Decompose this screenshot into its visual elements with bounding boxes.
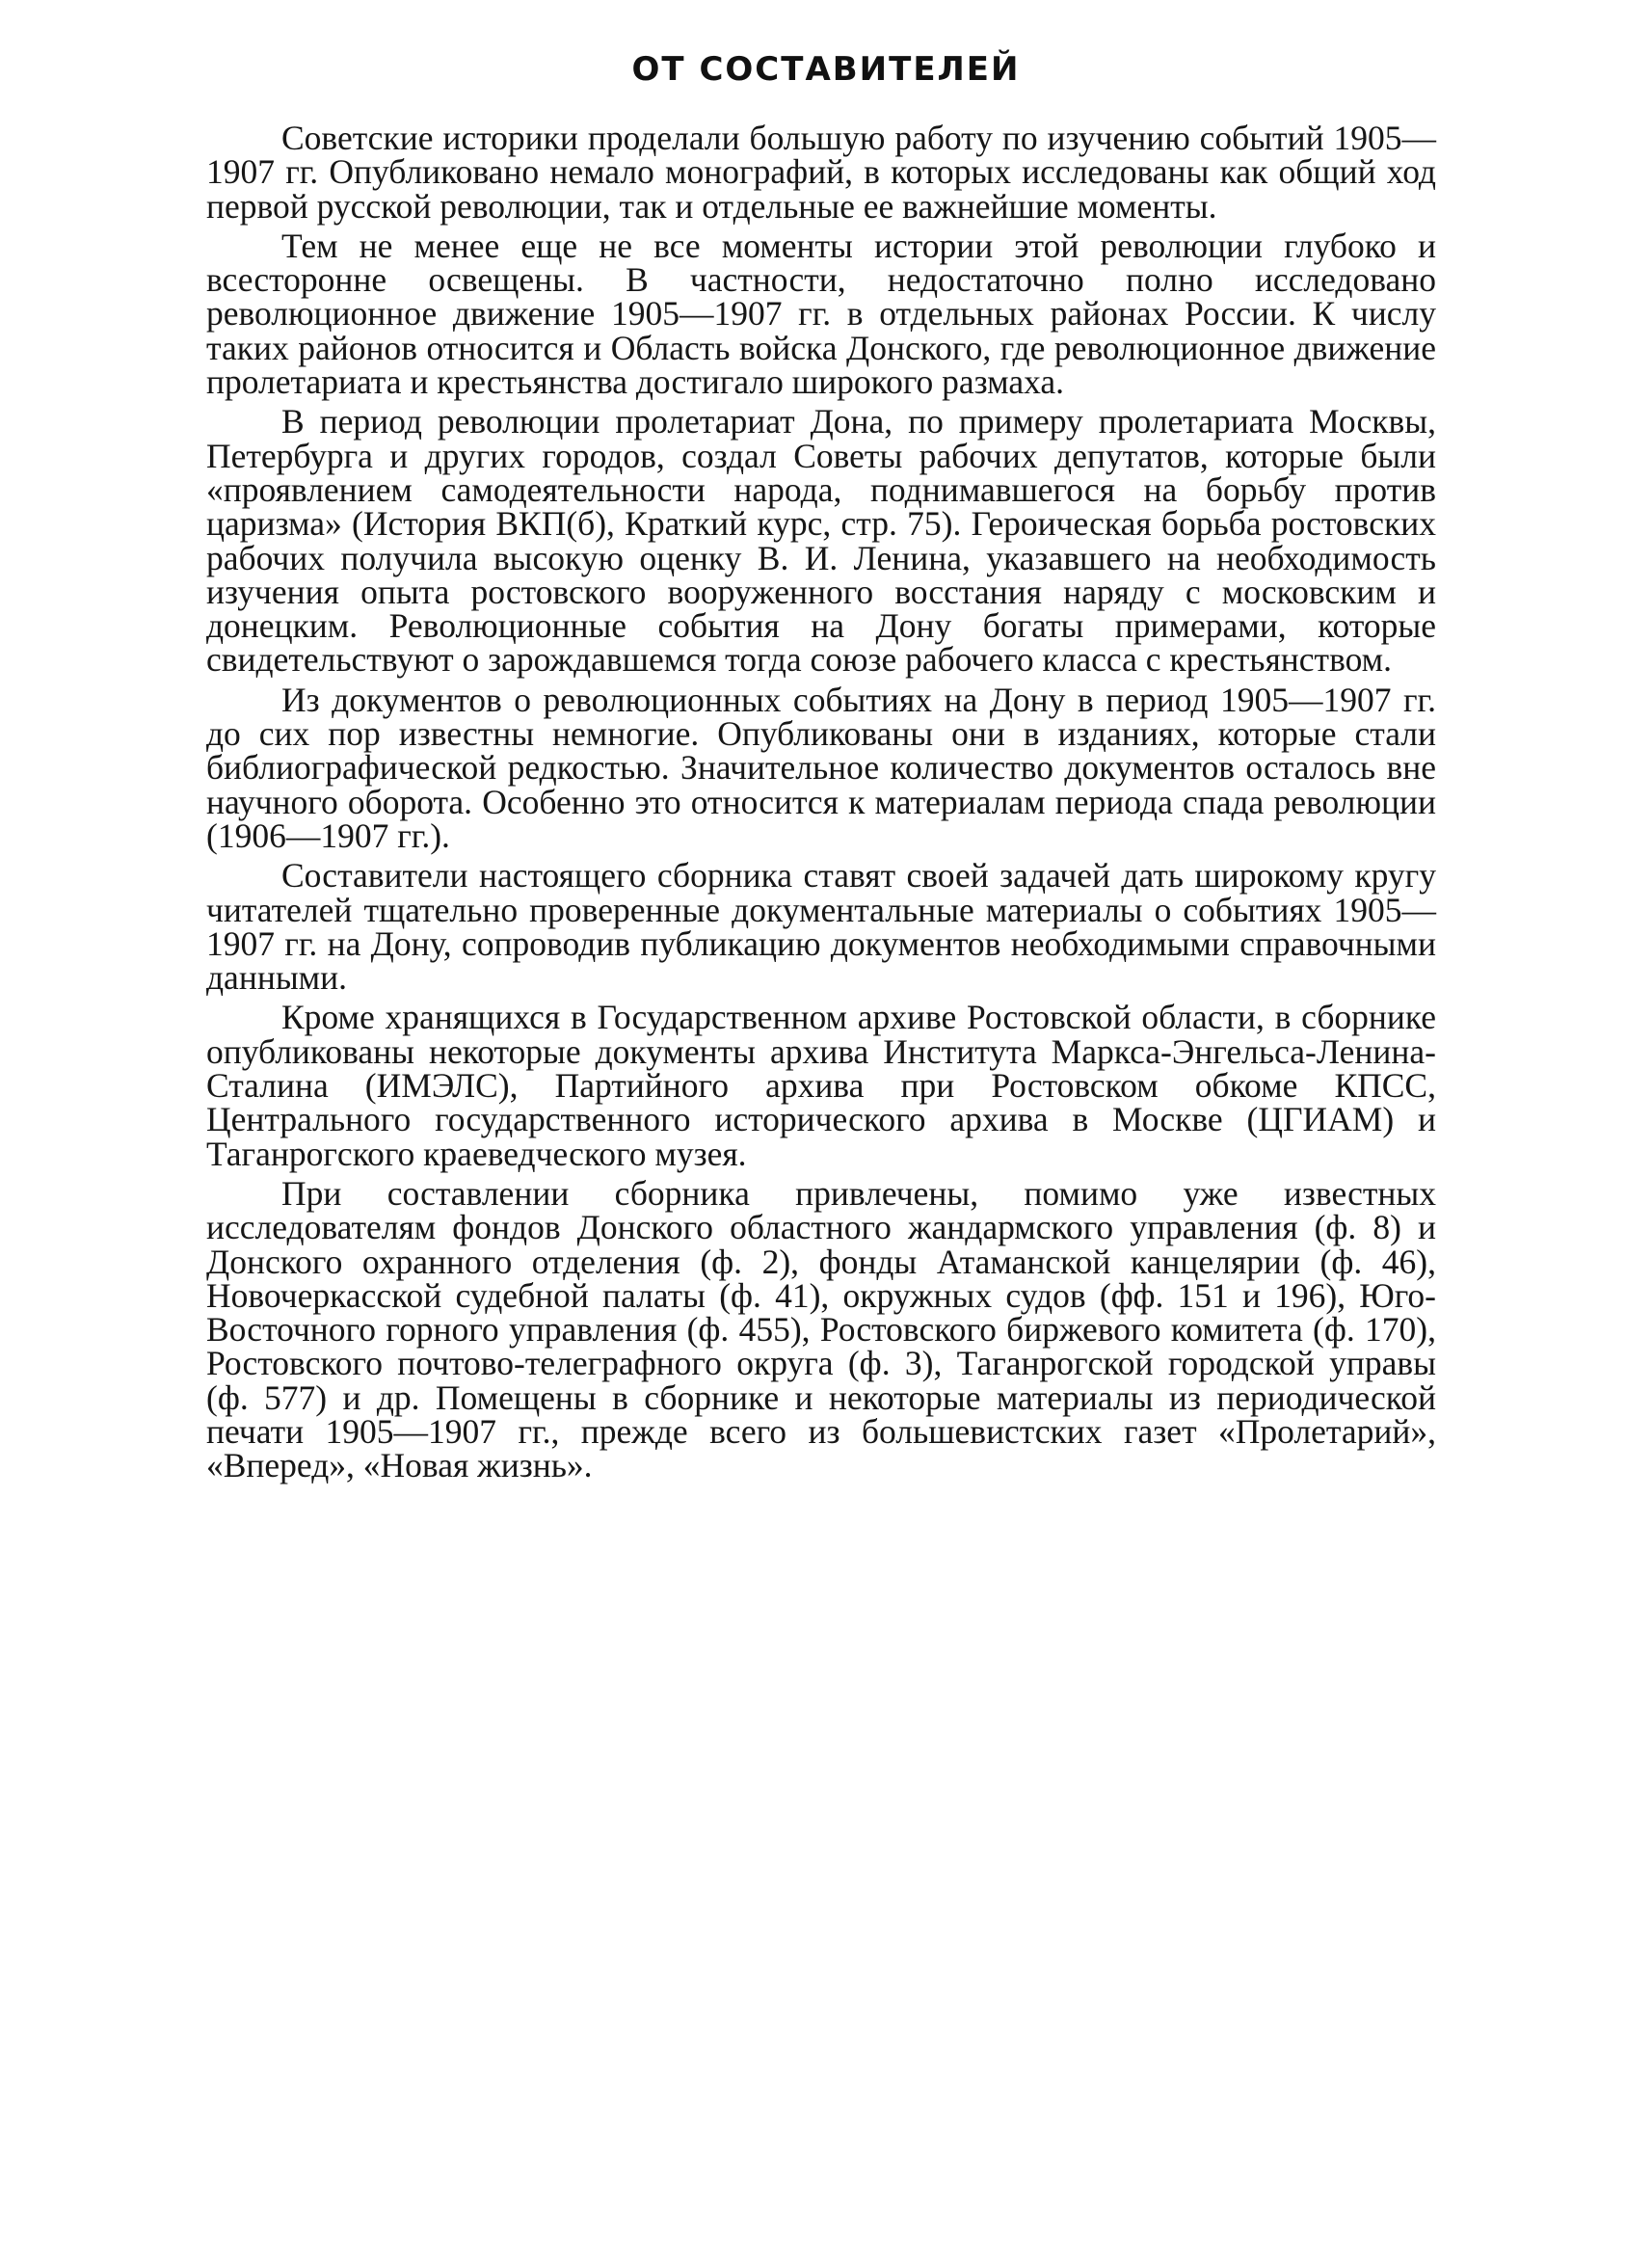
paragraph-5: Составители настоящего сборника ставят своей задачей дать широкому кругу читателей тщательно проверенные документальные материалы о событиях 1905—1907 гг. на Дону, сопроводив публикацию документов необходимыми справочными данными. [206,856,1436,998]
paragraph-1: Советские историки проделали большую работу по изучению событий 1905—1907 гг. Опубликовано немало монографий, в которых исследованы как общий ход первой русской революции, так и отдельные ее важнейшие моменты. [206,119,1436,226]
paragraph-7: При составлении сборника привлечены, помимо уже известных исследователям фондов Донского областного жандармского управления (ф. 8) и Донского охранного отделения (ф. 2), фонды Атаманской канцелярии (ф. 46), Новочеркасской судебной палаты (ф. 41), окружных судов (фф. 151 и 196), Юго-Восточного горного управления (ф. 455), Ростовского биржевого комитета (ф. 170), Ростовского почтово-телеграфного округа (ф. 3), Таганрогской городской управы (ф. 577) и др. Помещены в сборнике и некоторые материалы из периодической печати 1905—1907 гг., прежде всего из большевистских газет «Пролетарий», «Вперед», «Новая жизнь». [206,1173,1436,1485]
paragraph-2: Тем не менее еще не все моменты истории этой революции глубоко и всесторонне освещены. В частности, недостаточно полно исследовано революционное движение 1905—1907 гг. в отдельных районах России. К числу таких районов относится и Область войска Донского, где революционное движение пролетариата и крестьянства достигало широкого размаха. [206,226,1436,402]
paragraph-4: Из документов о революционных событиях на Дону в период 1905—1907 гг. до сих пор известны немногие. Опубликованы они в изданиях, которые стали библиографической редкостью. Значительное количество документов осталось вне научного оборота. Особенно это относится к материалам периода спада революции (1906—1907 гг.). [206,680,1436,855]
page-title: ОТ СОСТАВИТЕЛЕЙ [631,50,1021,89]
paragraph-6: Кроме хранящихся в Государственном архиве Ростовской области, в сборнике опубликованы некоторые документы архива Института Маркса-Энгельса-Ленина-Сталина (ИМЭЛС), Партийного архива при Ростовском обкоме КПСС, Центрального государственного исторического архива в Москве (ЦГИАМ) и Таганрогского краеведческого музея. [206,998,1436,1173]
text-body [206,121,1436,1484]
paragraph-3: В период революции пролетариат Дона, по примеру пролетариата Москвы, Петербурга и других городов, создал Советы рабочих депутатов, которые были «проявлением самодеятельности народа, поднимавшегося на борьбу против царизма» (История ВКП(б), Краткий курс, стр. 75). Героическая борьба ростовских рабочих получила высокую оценку В. И. Ленина, указавшего на необходимость изучения опыта ростовского вооруженного восстания наряду с московским и донецким. Революционные события на Дону богаты примерами, которые свидетельствуют о зарождавшемся тогда союзе рабочего класса с крестьянством. [206,402,1436,680]
